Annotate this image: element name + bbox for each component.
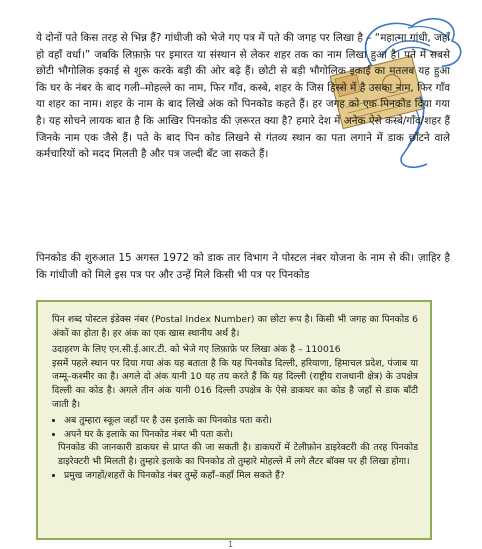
list-item: • अपने घर के इलाके का पिनकोड नंबर भी पता करो। (64, 428, 418, 442)
pincode-info-box (36, 300, 432, 540)
pin-definition: पिन शब्द पोस्टल इंडेक्स नंबर (Postal Index Number) का छोटा रूप है। किसी भी जगह का पिनकोड 6 अंकों का होता है। हर अंक का एक खास स्थानीय अर्थ है। (52, 314, 418, 339)
activity-list (52, 414, 418, 482)
pin-example: उदाहरण के लिए एन.सी.ई.आर.टी. को भेजे गए लिफ़ाफ़े पर लिखा अंक है – 110016 (52, 344, 341, 356)
page-number: 1 (228, 540, 234, 549)
pin-explanation: इसमें पहले स्थान पर दिया गया अंक यह बताता है कि यह पिनकोड दिल्ली, हरियाणा, हिमाचल प्रदेश, पंजाब या जम्मू–कश्मीर का है। अगले दो अंक यानी 10 यह तय करते हैं कि यह दिल्ली (राष्ट्रीय राजधानी क्षेत्र) के उपक्षेत्र दिल्ली का कोड है। अगले तीन अंक यानी 016 दिल्ली उपक्षेत्र के ऐसे डाकघर का कोड है जहाँ से डाक बाँटी जाती है। (52, 357, 418, 410)
pincode-history-paragraph: पिनकोड की शुरुआत 15 अगस्त 1972 को डाक तार विभाग ने पोस्टल नंबर योजना के नाम से की। ज़ाहिर है कि गांधीजी को मिले इस पत्र पर और उन्हें मिले किसी भी पत्र पर पिनकोड (36, 252, 450, 281)
list-item: • प्रमुख जगहों/शहरों के पिनकोड नंबर तुम्हें कहाँ–कहाँ मिल सकते हैं? (64, 469, 418, 483)
list-item: • अब तुम्हारा स्कूल जहाँ पर है उस इलाके का पिनकोड पता करो। (64, 414, 418, 428)
pincode-directory-note: पिनकोड की जानकारी डाकघर से प्राप्त की जा सकती है। डाकघरों में टेलीफ़ोन डाइरेक्टरी की तरह पिनकोड डाइरेक्टरी भी मिलती है। तुम्हारे इलाके का पिनकोड तो तुम्हारे मोहल्ले में लगे लैटर बॉक्स पर ही लिखा होगा। (58, 442, 418, 467)
intro-paragraph: ये दोनों पते किस तरह से भिन्न हैं? गांधीजी को भेजे गए पत्र में पते की जगह पर लिखा है – “महात्मा गांधी, जहाँ हो वहाँ वर्धा।” जबकि लिफ़ाफ़े पर इमारत या संस्थान से लेकर शहर तक का नाम लिखा हुआ है। पते में सबसे छोटी भौगोलिक इकाई से शुरू करके बड़ी की ओर बढ़े हैं। छोटी से बड़ी भौगोलिक इकाई का मतलब यह हुआ कि घर के नंबर के बाद गली–मोहल्ले का नाम, फिर गाँव, कस्बे, शहर के जिस हिस्से में है उसका नाम, फिर गाँव या शहर का नाम। शहर के नाम के बाद लिखे अंक को पिनकोड कहते हैं। हर जगह को एक पिनकोड दिया गया है। यह सोचने लायक बात है कि आखिर पिनकोड की ज़रूरत क्या है? हमारे देश में अनेक ऐसे कस्बे/गाँव/शहर हैं जिनके नाम एक जैसे हैं। पते के बाद पिन कोड लिखने से गंतव्य स्थान का पता लगाने में डाक छाँटने वाले कर्मचारियों को मदद मिलती है और पत्र जल्दी बँट जा सकते हैं। (36, 32, 450, 161)
